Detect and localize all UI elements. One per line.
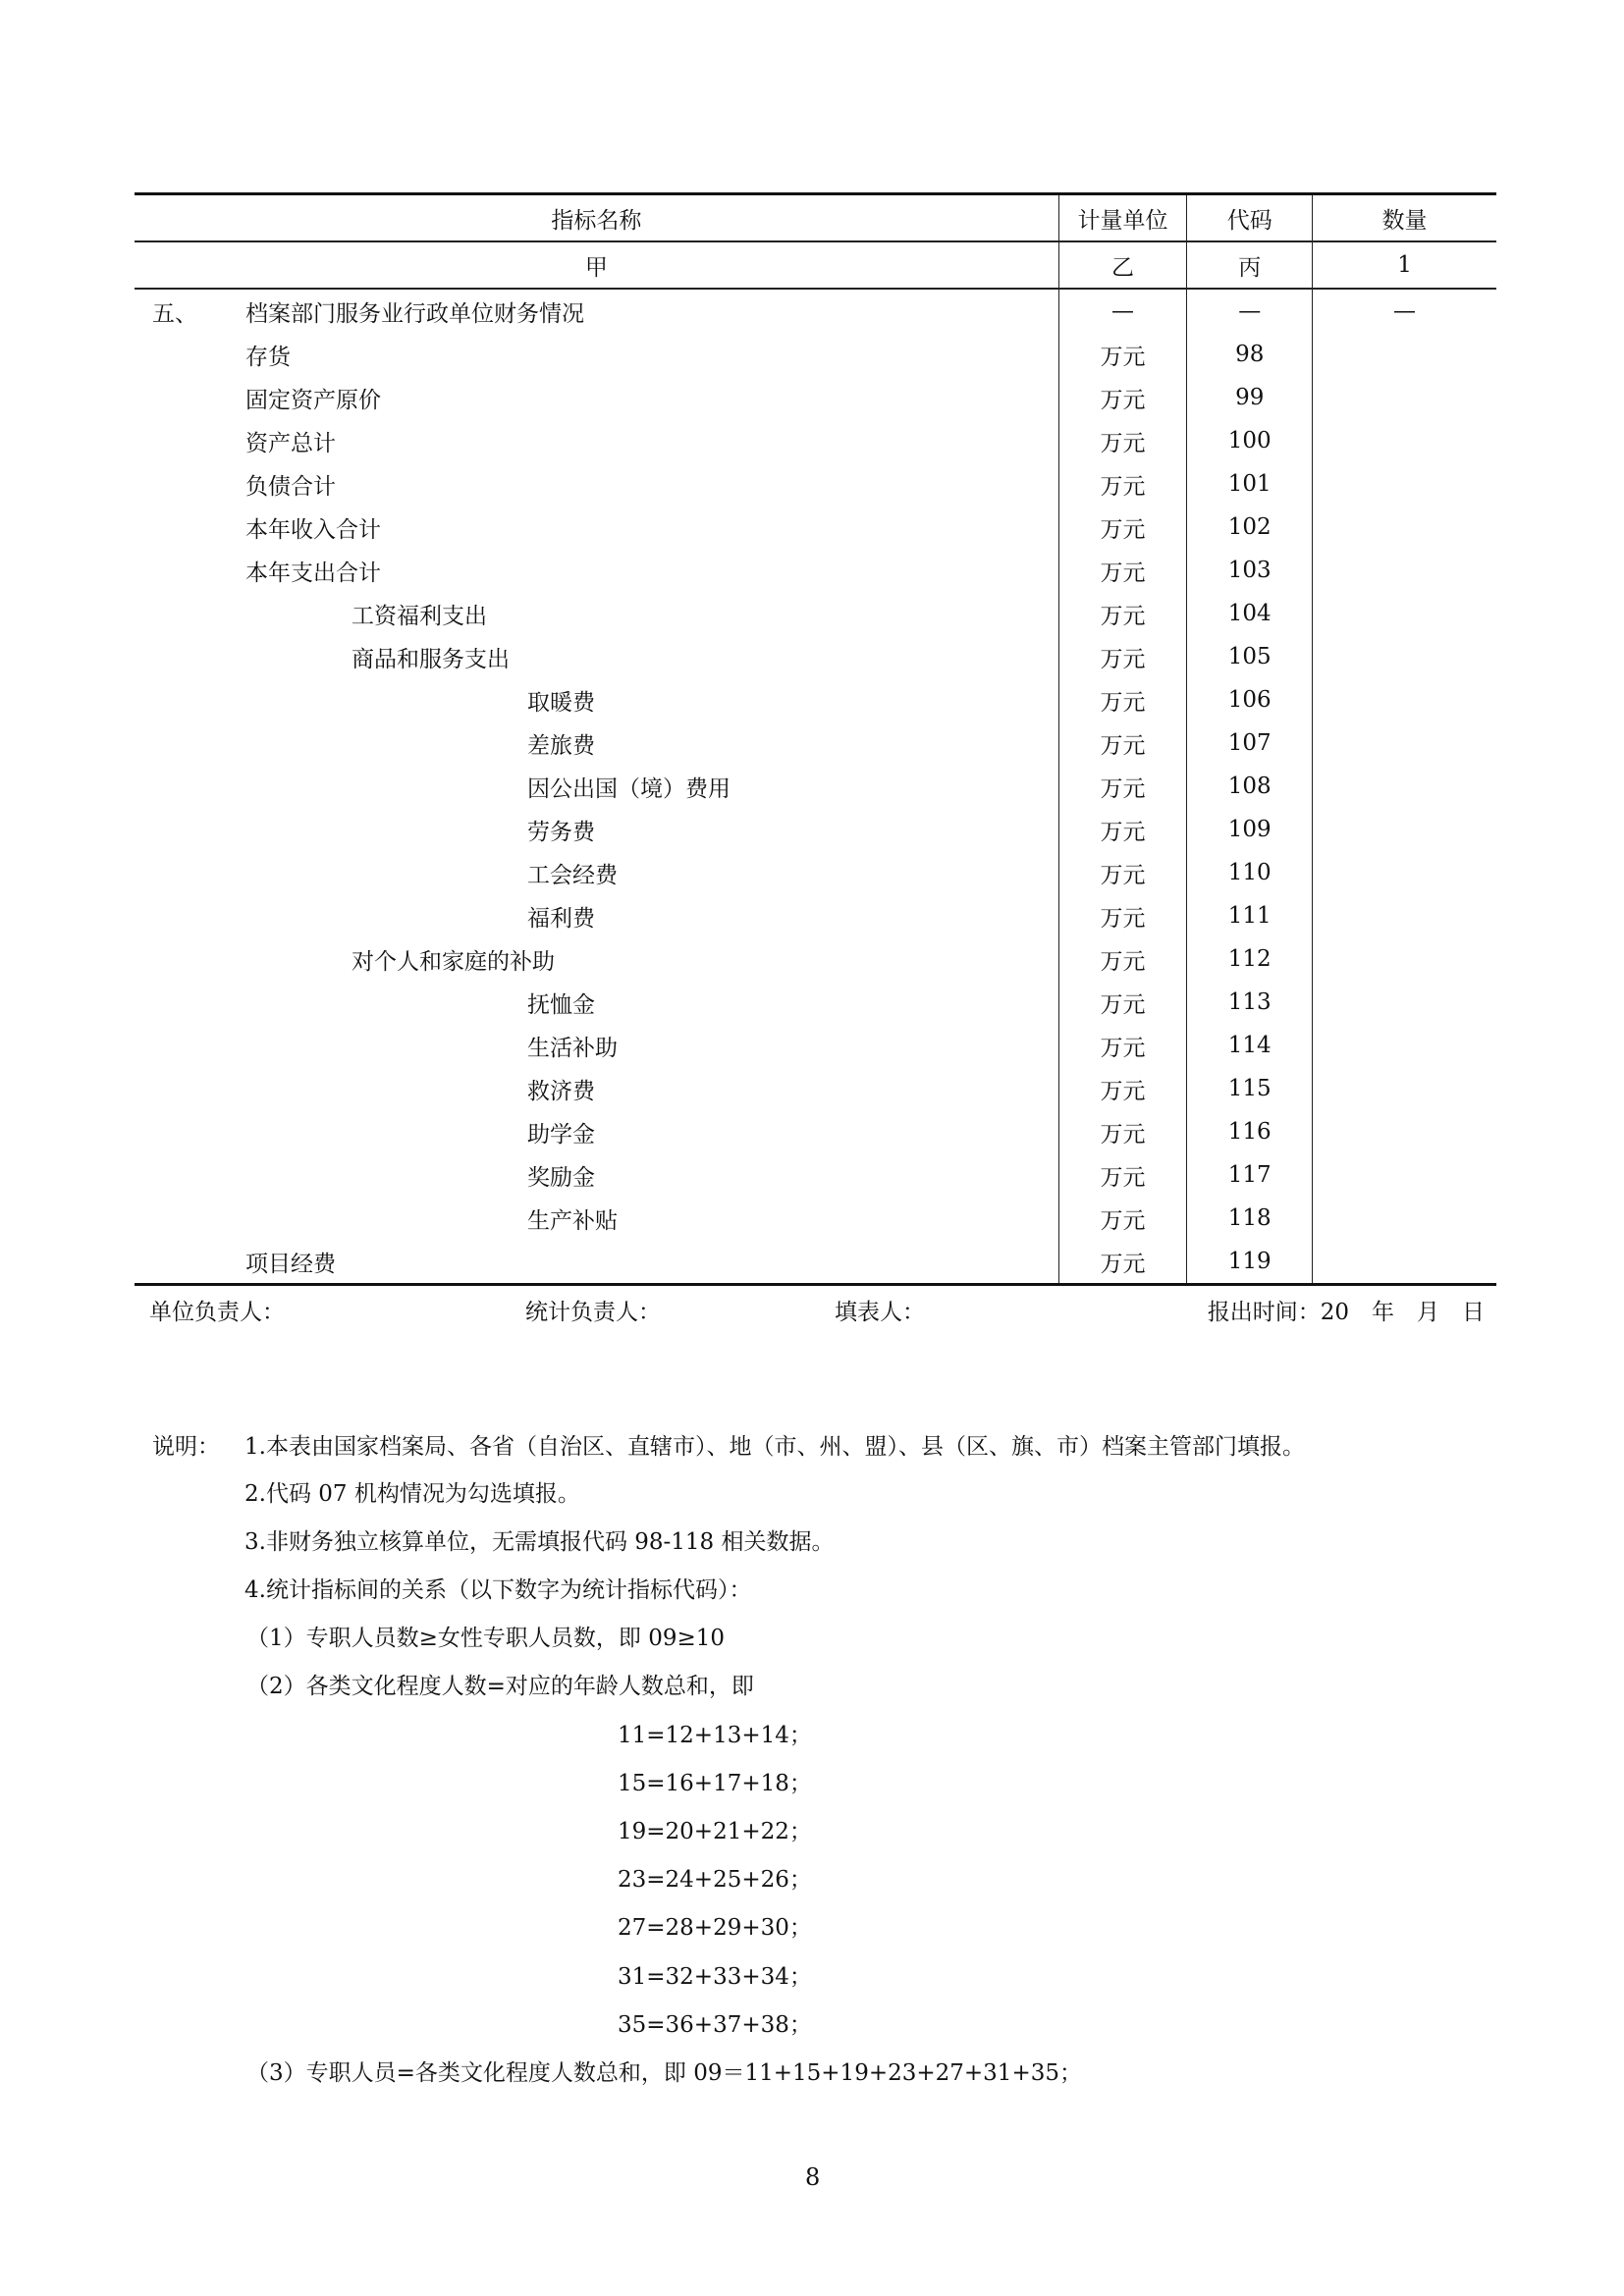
section-code: —: [1187, 289, 1313, 333]
table-subheader-row: [135, 241, 1496, 289]
unit-cell: 万元: [1058, 981, 1187, 1024]
table-row: [135, 721, 1496, 765]
code-cell: 108: [1187, 765, 1313, 808]
table-row: [135, 592, 1496, 635]
note-item: 4.统计指标间的关系（以下数字为统计指标代码）：: [244, 1577, 752, 1603]
indicator-name: 助学金: [527, 1121, 595, 1148]
indicator-name: 差旅费: [527, 732, 595, 759]
formula-line: 11=12+13+14；: [618, 1723, 812, 1748]
section-prefix: 五、: [152, 300, 197, 327]
table-row: [135, 808, 1496, 851]
indicator-name: 工资福利支出: [352, 603, 487, 629]
quantity-cell[interactable]: [1313, 1240, 1496, 1285]
note-item: （1）专职人员数≥女性专职人员数，即 09≥10: [246, 1626, 726, 1651]
indicator-name: 固定资产原价: [245, 387, 381, 413]
indicator-name: 项目经费: [135, 1240, 1058, 1285]
table-row: [135, 549, 1496, 592]
code-cell: 112: [1187, 937, 1313, 981]
code-cell: 118: [1187, 1197, 1313, 1240]
subheader-jia: 甲: [135, 241, 1058, 289]
table-row: [135, 937, 1496, 981]
quantity-cell[interactable]: [1313, 376, 1496, 419]
table-row: [135, 1024, 1496, 1067]
code-cell: 101: [1187, 462, 1313, 506]
indicator-name: 劳务费: [527, 819, 595, 845]
formula-line: 35=36+37+38；: [618, 2012, 812, 2038]
table-row: [135, 894, 1496, 937]
quantity-cell[interactable]: [1313, 721, 1496, 765]
unit-cell: 万元: [1058, 1153, 1187, 1197]
table-header-row: [135, 194, 1496, 242]
unit-cell: 万元: [1058, 376, 1187, 419]
code-cell: 116: [1187, 1110, 1313, 1153]
indicator-name: 本年支出合计: [245, 560, 381, 586]
header-indicator-name: 指标名称: [135, 194, 1058, 242]
quantity-cell[interactable]: [1313, 937, 1496, 981]
quantity-cell[interactable]: [1313, 678, 1496, 721]
note-item: 3.非财务独立核算单位，无需填报代码 98-118 相关数据。: [244, 1529, 835, 1555]
indicator-name: 福利费: [527, 905, 595, 932]
note-item: 1.本表由国家档案局、各省（自治区、直辖市）、地（市、州、盟）、县（区、旗、市）档案主管部门填报。: [244, 1434, 1305, 1460]
signature-footer: [149, 1294, 1485, 1329]
unit-cell: 万元: [1058, 721, 1187, 765]
indicator-name: 工会经费: [527, 862, 618, 888]
section-unit: —: [1058, 289, 1187, 333]
quantity-cell[interactable]: [1313, 1110, 1496, 1153]
quantity-cell[interactable]: [1313, 1024, 1496, 1067]
statistics-table: [135, 192, 1496, 1286]
page-number: 8: [805, 2163, 821, 2191]
code-cell: 104: [1187, 592, 1313, 635]
indicator-name: 生活补助: [527, 1035, 618, 1061]
code-cell: 106: [1187, 678, 1313, 721]
quantity-cell[interactable]: [1313, 635, 1496, 678]
unit-cell: 万元: [1058, 1067, 1187, 1110]
unit-cell: 万元: [1058, 765, 1187, 808]
indicator-name: 奖励金: [527, 1164, 595, 1191]
note-item: （3）专职人员=各类文化程度人数总和，即 09＝11+15+19+23+27+31+35；: [246, 2060, 1082, 2086]
indicator-name: 商品和服务支出: [352, 646, 510, 672]
unit-cell: 万元: [1058, 894, 1187, 937]
header-code: 代码: [1187, 194, 1313, 242]
quantity-cell[interactable]: [1313, 981, 1496, 1024]
quantity-cell[interactable]: [1313, 765, 1496, 808]
quantity-cell[interactable]: [1313, 1197, 1496, 1240]
indicator-name: 存货: [245, 344, 291, 370]
indicator-name: 本年收入合计: [245, 516, 381, 543]
table-row: [135, 635, 1496, 678]
indicator-name: 因公出国（境）费用: [527, 775, 731, 802]
formula-line: 27=28+29+30；: [618, 1915, 812, 1941]
code-cell: 111: [1187, 894, 1313, 937]
table-row: [135, 419, 1496, 462]
table-row: [135, 1153, 1496, 1197]
table-row: [135, 462, 1496, 506]
indicator-name: 生产补贴: [527, 1207, 618, 1234]
code-cell: 114: [1187, 1024, 1313, 1067]
formula-line: 15=16+17+18；: [618, 1771, 812, 1796]
unit-cell: 万元: [1058, 678, 1187, 721]
quantity-cell[interactable]: [1313, 592, 1496, 635]
header-quantity: 数量: [1313, 194, 1496, 242]
code-cell: 115: [1187, 1067, 1313, 1110]
table-row: [135, 1240, 1496, 1285]
quantity-cell[interactable]: [1313, 506, 1496, 549]
table-row: [135, 1067, 1496, 1110]
code-cell: 99: [1187, 376, 1313, 419]
code-cell: 109: [1187, 808, 1313, 851]
table-row: [135, 506, 1496, 549]
unit-cell: 万元: [1058, 419, 1187, 462]
code-cell: 113: [1187, 981, 1313, 1024]
quantity-cell[interactable]: [1313, 808, 1496, 851]
quantity-cell[interactable]: [1313, 1153, 1496, 1197]
subheader-yi: 乙: [1058, 241, 1187, 289]
quantity-cell[interactable]: [1313, 851, 1496, 894]
indicator-name: 取暖费: [527, 689, 595, 716]
code-cell: 105: [1187, 635, 1313, 678]
indicator-name: 负债合计: [245, 473, 336, 500]
unit-cell: 万元: [1058, 937, 1187, 981]
table-row: [135, 765, 1496, 808]
unit-cell: 万元: [1058, 506, 1187, 549]
note-item: （2）各类文化程度人数=对应的年龄人数总和，即: [246, 1674, 754, 1699]
notes-label: 说明：: [152, 1434, 220, 1460]
formula-line: 23=24+25+26；: [618, 1867, 812, 1893]
unit-cell: 万元: [1058, 1110, 1187, 1153]
code-cell: 98: [1187, 333, 1313, 376]
table-row: [135, 1110, 1496, 1153]
section-name: 档案部门服务业行政单位财务情况: [245, 300, 584, 327]
unit-cell: 万元: [1058, 1024, 1187, 1067]
table-row: [135, 678, 1496, 721]
table-row: [135, 376, 1496, 419]
quantity-cell[interactable]: [1313, 549, 1496, 592]
indicator-name: 抚恤金: [527, 991, 595, 1018]
code-cell: 117: [1187, 1153, 1313, 1197]
unit-cell: 万元: [1058, 549, 1187, 592]
section-row: [135, 289, 1496, 333]
quantity-cell[interactable]: [1313, 419, 1496, 462]
table-row: [135, 333, 1496, 376]
formula-line: 31=32+33+34；: [618, 1964, 812, 1990]
quantity-cell[interactable]: [1313, 1067, 1496, 1110]
unit-cell: 万元: [1058, 592, 1187, 635]
stat-head-label: 统计负责人：: [525, 1300, 661, 1325]
section-name-cell: [135, 289, 1058, 333]
formula-line: 19=20+21+22；: [618, 1819, 812, 1844]
filler-label: 填表人：: [835, 1300, 925, 1325]
unit-cell: 万元: [1058, 851, 1187, 894]
unit-cell: 万元: [1058, 462, 1187, 506]
report-time-label: 报出时间：20 年 月 日: [1207, 1300, 1485, 1325]
note-item: 2.代码 07 机构情况为勾选填报。: [244, 1481, 580, 1507]
section-quantity[interactable]: —: [1313, 289, 1496, 333]
unit-cell: 万元: [1058, 808, 1187, 851]
subheader-1: 1: [1313, 241, 1496, 289]
table-row: [135, 981, 1496, 1024]
indicator-name: 对个人和家庭的补助: [352, 948, 555, 975]
unit-cell: 万元: [1058, 1240, 1187, 1285]
subheader-bing: 丙: [1187, 241, 1313, 289]
table-row: [135, 1197, 1496, 1240]
unit-cell: 万元: [1058, 1197, 1187, 1240]
indicator-name: 救济费: [527, 1078, 595, 1104]
quantity-cell[interactable]: [1313, 462, 1496, 506]
code-cell: 119: [1187, 1240, 1313, 1285]
quantity-cell[interactable]: [1313, 894, 1496, 937]
table-row: [135, 851, 1496, 894]
indicator-name: 资产总计: [245, 430, 336, 456]
unit-head-label: 单位负责人：: [149, 1300, 285, 1325]
unit-cell: 万元: [1058, 333, 1187, 376]
unit-cell: 万元: [1058, 635, 1187, 678]
code-cell: 107: [1187, 721, 1313, 765]
code-cell: 100: [1187, 419, 1313, 462]
header-unit: 计量单位: [1058, 194, 1187, 242]
code-cell: 110: [1187, 851, 1313, 894]
code-cell: 102: [1187, 506, 1313, 549]
code-cell: 103: [1187, 549, 1313, 592]
quantity-cell[interactable]: [1313, 333, 1496, 376]
